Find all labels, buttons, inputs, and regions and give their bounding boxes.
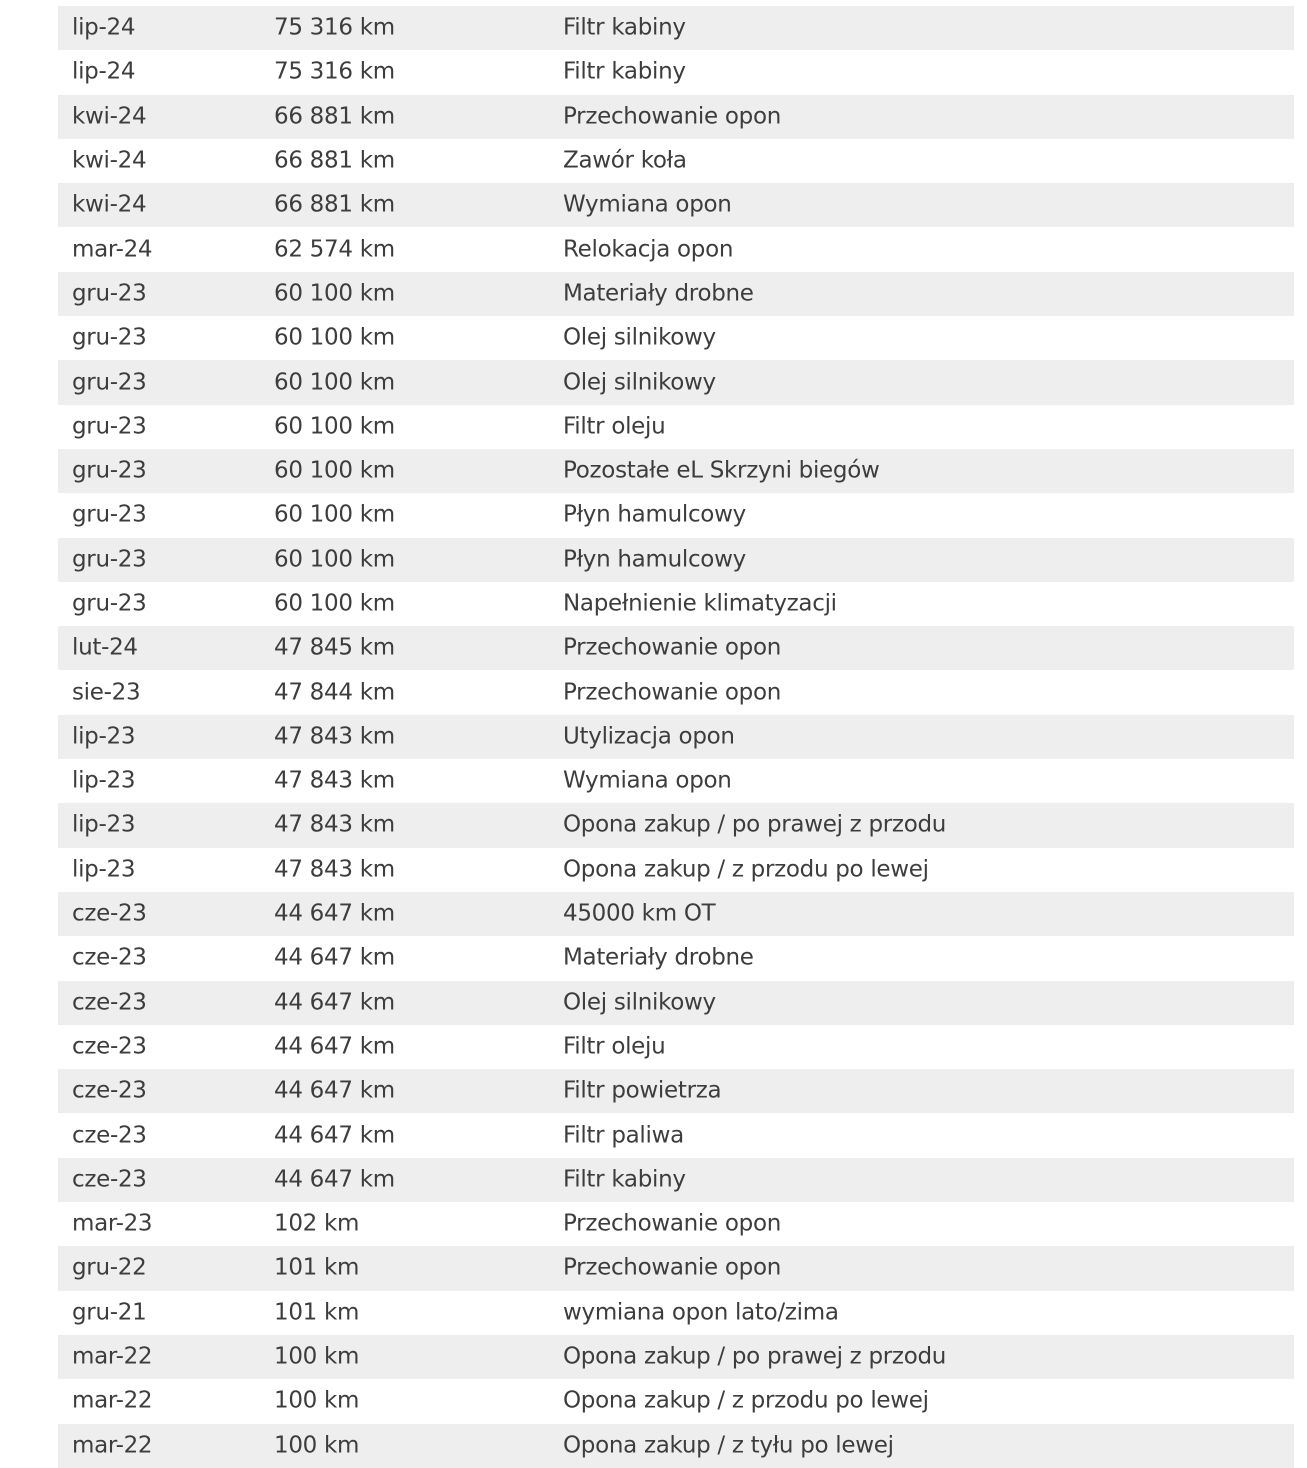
date-cell: cze-23 (72, 1122, 147, 1149)
date-cell: lip-23 (72, 811, 136, 838)
service-cell: Filtr powietrza (563, 1077, 722, 1104)
table-row (58, 1069, 1294, 1113)
service-cell: Opona zakup / z przodu po lewej (563, 856, 929, 883)
table-row (58, 981, 1294, 1025)
table-row (58, 936, 1294, 980)
mileage-cell: 47 843 km (274, 811, 395, 838)
mileage-cell: 60 100 km (274, 413, 395, 440)
service-cell: Wymiana opon (563, 191, 732, 218)
date-cell: kwi-24 (72, 191, 147, 218)
service-cell: Opona zakup / po prawej z przodu (563, 1343, 947, 1370)
mileage-cell: 66 881 km (274, 147, 395, 174)
service-cell: Materiały drobne (563, 280, 754, 307)
service-cell: Zawór koła (563, 147, 687, 174)
service-cell: Przechowanie opon (563, 103, 781, 130)
mileage-cell: 60 100 km (274, 501, 395, 528)
service-cell: Relokacja opon (563, 236, 734, 263)
service-cell: wymiana opon lato/zima (563, 1299, 839, 1326)
service-cell: Przechowanie opon (563, 1254, 781, 1281)
service-cell: Filtr kabiny (563, 14, 686, 41)
mileage-cell: 100 km (274, 1387, 360, 1414)
table-row (58, 272, 1294, 316)
service-cell: Opona zakup / po prawej z przodu (563, 811, 947, 838)
service-cell: Olej silnikowy (563, 369, 716, 396)
date-cell: cze-23 (72, 989, 147, 1016)
table-row (58, 1379, 1294, 1423)
date-cell: gru-23 (72, 280, 147, 307)
date-cell: lip-23 (72, 767, 136, 794)
mileage-cell: 60 100 km (274, 280, 395, 307)
mileage-cell: 60 100 km (274, 457, 395, 484)
mileage-cell: 47 845 km (274, 634, 395, 661)
date-cell: gru-23 (72, 413, 147, 440)
service-cell: Płyn hamulcowy (563, 501, 746, 528)
mileage-cell: 60 100 km (274, 369, 395, 396)
date-cell: gru-23 (72, 546, 147, 573)
service-cell: Olej silnikowy (563, 324, 716, 351)
mileage-cell: 44 647 km (274, 900, 395, 927)
date-cell: cze-23 (72, 1033, 147, 1060)
date-cell: kwi-24 (72, 103, 147, 130)
date-cell: sie-23 (72, 679, 141, 706)
mileage-cell: 66 881 km (274, 191, 395, 218)
mileage-cell: 60 100 km (274, 590, 395, 617)
mileage-cell: 101 km (274, 1299, 360, 1326)
table-row (58, 493, 1294, 537)
mileage-cell: 60 100 km (274, 546, 395, 573)
date-cell: mar-22 (72, 1387, 153, 1414)
table-row (58, 848, 1294, 892)
mileage-cell: 66 881 km (274, 103, 395, 130)
service-cell: Materiały drobne (563, 944, 754, 971)
date-cell: mar-23 (72, 1210, 153, 1237)
date-cell: gru-21 (72, 1299, 147, 1326)
service-cell: Wymiana opon (563, 767, 732, 794)
table-row (58, 95, 1294, 139)
service-cell: Przechowanie opon (563, 634, 781, 661)
table-row (58, 1424, 1294, 1468)
table-row (58, 670, 1294, 714)
mileage-cell: 75 316 km (274, 14, 395, 41)
mileage-cell: 101 km (274, 1254, 360, 1281)
service-cell: Filtr oleju (563, 413, 666, 440)
mileage-cell: 100 km (274, 1432, 360, 1459)
date-cell: gru-23 (72, 457, 147, 484)
service-cell: Filtr kabiny (563, 58, 686, 85)
mileage-cell: 47 843 km (274, 723, 395, 750)
date-cell: gru-23 (72, 590, 147, 617)
table-row (58, 1113, 1294, 1157)
table-row (58, 538, 1294, 582)
mileage-cell: 102 km (274, 1210, 360, 1237)
service-cell: Przechowanie opon (563, 679, 781, 706)
table-row (58, 139, 1294, 183)
mileage-cell: 47 843 km (274, 856, 395, 883)
table-row (58, 360, 1294, 404)
table-row (58, 183, 1294, 227)
service-cell: Utylizacja opon (563, 723, 735, 750)
mileage-cell: 75 316 km (274, 58, 395, 85)
mileage-cell: 44 647 km (274, 989, 395, 1016)
date-cell: cze-23 (72, 1166, 147, 1193)
table-row (58, 1025, 1294, 1069)
service-cell: 45000 km OT (563, 900, 716, 927)
date-cell: gru-23 (72, 369, 147, 396)
service-cell: Filtr paliwa (563, 1122, 684, 1149)
service-cell: Płyn hamulcowy (563, 546, 746, 573)
service-cell: Przechowanie opon (563, 1210, 781, 1237)
date-cell: mar-22 (72, 1432, 153, 1459)
date-cell: gru-23 (72, 501, 147, 528)
service-cell: Opona zakup / z tyłu po lewej (563, 1432, 894, 1459)
date-cell: mar-22 (72, 1343, 153, 1370)
service-cell: Filtr oleju (563, 1033, 666, 1060)
mileage-cell: 47 843 km (274, 767, 395, 794)
service-history-table (58, 6, 1294, 1468)
table-row (58, 50, 1294, 94)
table-row (58, 449, 1294, 493)
table-row (58, 759, 1294, 803)
table-row (58, 227, 1294, 271)
date-cell: lip-23 (72, 723, 136, 750)
table-row (58, 626, 1294, 670)
date-cell: cze-23 (72, 1077, 147, 1104)
table-row (58, 405, 1294, 449)
mileage-cell: 62 574 km (274, 236, 395, 263)
table-row (58, 803, 1294, 847)
table-row (58, 1246, 1294, 1290)
table-row (58, 1202, 1294, 1246)
mileage-cell: 47 844 km (274, 679, 395, 706)
mileage-cell: 44 647 km (274, 1033, 395, 1060)
date-cell: lip-24 (72, 14, 136, 41)
date-cell: cze-23 (72, 944, 147, 971)
date-cell: kwi-24 (72, 147, 147, 174)
mileage-cell: 44 647 km (274, 944, 395, 971)
mileage-cell: 100 km (274, 1343, 360, 1370)
mileage-cell: 44 647 km (274, 1166, 395, 1193)
date-cell: cze-23 (72, 900, 147, 927)
mileage-cell: 60 100 km (274, 324, 395, 351)
table-row (58, 1158, 1294, 1202)
service-cell: Pozostałe eL Skrzyni biegów (563, 457, 880, 484)
service-cell: Opona zakup / z przodu po lewej (563, 1387, 929, 1414)
date-cell: lut-24 (72, 634, 138, 661)
service-cell: Napełnienie klimatyzacji (563, 590, 837, 617)
table-row (58, 582, 1294, 626)
service-cell: Olej silnikowy (563, 989, 716, 1016)
service-cell: Filtr kabiny (563, 1166, 686, 1193)
mileage-cell: 44 647 km (274, 1077, 395, 1104)
mileage-cell: 44 647 km (274, 1122, 395, 1149)
table-row (58, 892, 1294, 936)
table-row (58, 6, 1294, 50)
table-row (58, 1335, 1294, 1379)
date-cell: gru-23 (72, 324, 147, 351)
table-row (58, 316, 1294, 360)
table-row (58, 1291, 1294, 1335)
table-row (58, 715, 1294, 759)
date-cell: gru-22 (72, 1254, 147, 1281)
date-cell: lip-24 (72, 58, 136, 85)
date-cell: lip-23 (72, 856, 136, 883)
date-cell: mar-24 (72, 236, 153, 263)
